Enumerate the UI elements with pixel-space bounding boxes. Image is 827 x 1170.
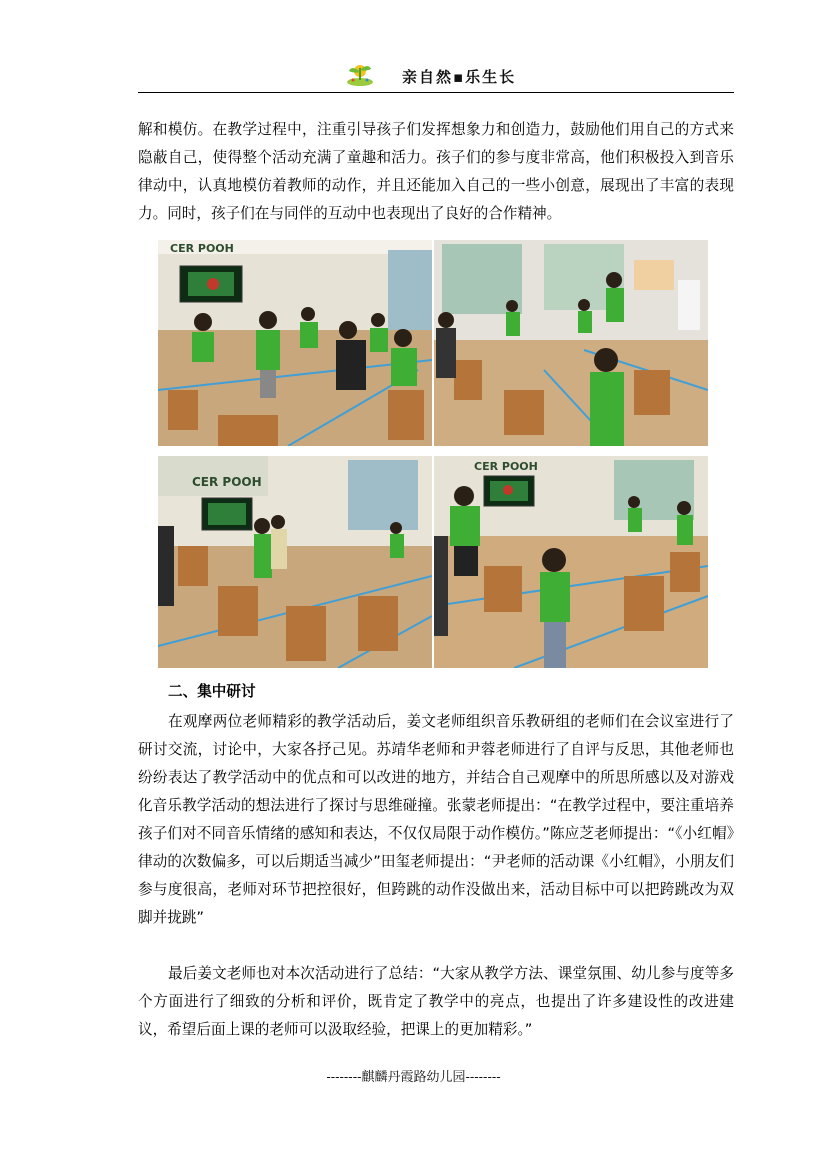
photo-3-wall-text: CER POOH <box>192 475 262 489</box>
paragraph-discussion: 在观摩两位老师精彩的教学活动后，姜文老师组织音乐教研组的老师们在会议室进行了研讨交流，讨论中，大家各抒己见。苏靖华老师和尹蓉老师进行了自评与反思，其他老师也纷纷表达了教学活动中的优点和可以改进的地方，并结合自己观摩中的所思所感以及对游戏化音乐教学活动的想法进行了探讨与思维碰撞。张蒙老师提出：“在教学过程中，要注重培养孩子们对不同音乐情绪的感知和表达，不仅仅局限于动作模仿。”陈应芝老师提出：“《小红帽》律动的次数偏多，可以后期适当减少”田玺老师提出：“尹老师的活动课《小红帽》，小朋友们参与度很高，老师对环节把控很好，但跨跳的动作没做出来，活动目标中可以把跨跳改为双脚并拢跳” <box>138 713 734 926</box>
photo-classroom-4 <box>434 456 708 668</box>
header-slogan: 亲自然▪乐生长 <box>402 68 517 86</box>
section-title-discussion: 二、集中研讨 <box>168 683 256 700</box>
photo-classroom-3 <box>158 456 432 668</box>
paragraph-activity-summary: 解和模仿。在教学过程中，注重引导孩子们发挥想象力和创造力，鼓励他们用自己的方式来隐蔽自己，使得整个活动充满了童趣和活力。孩子们的参与度非常高，他们积极投入到音乐律动中，认真地模仿着教师的动作，并且还能加入自己的一些小创意，展现出了丰富的表现力。同时，孩子们在与同伴的互动中也表现出了良好的合作精神。 <box>138 121 734 222</box>
page-footer: --------麒麟丹霞路幼儿园-------- <box>326 1070 501 1085</box>
photo-4-wall-text: CER POOH <box>474 460 538 473</box>
page-header <box>138 60 734 93</box>
paragraph-conclusion: 最后姜文老师也对本次活动进行了总结：“大家从教学方法、课堂氛围、幼儿参与度等多个方面进行了细致的分析和评价，既肯定了教学中的亮点，也提出了许多建设性的改进建议，希望后面上课的老师可以汲取经验，把课上的更加精彩。” <box>138 965 734 1038</box>
photo-classroom-2 <box>434 240 708 446</box>
kindergarten-sprout-logo-icon <box>345 60 375 88</box>
photo-classroom-1 <box>158 240 432 446</box>
photo-1-wall-text: CER POOH <box>170 242 234 255</box>
